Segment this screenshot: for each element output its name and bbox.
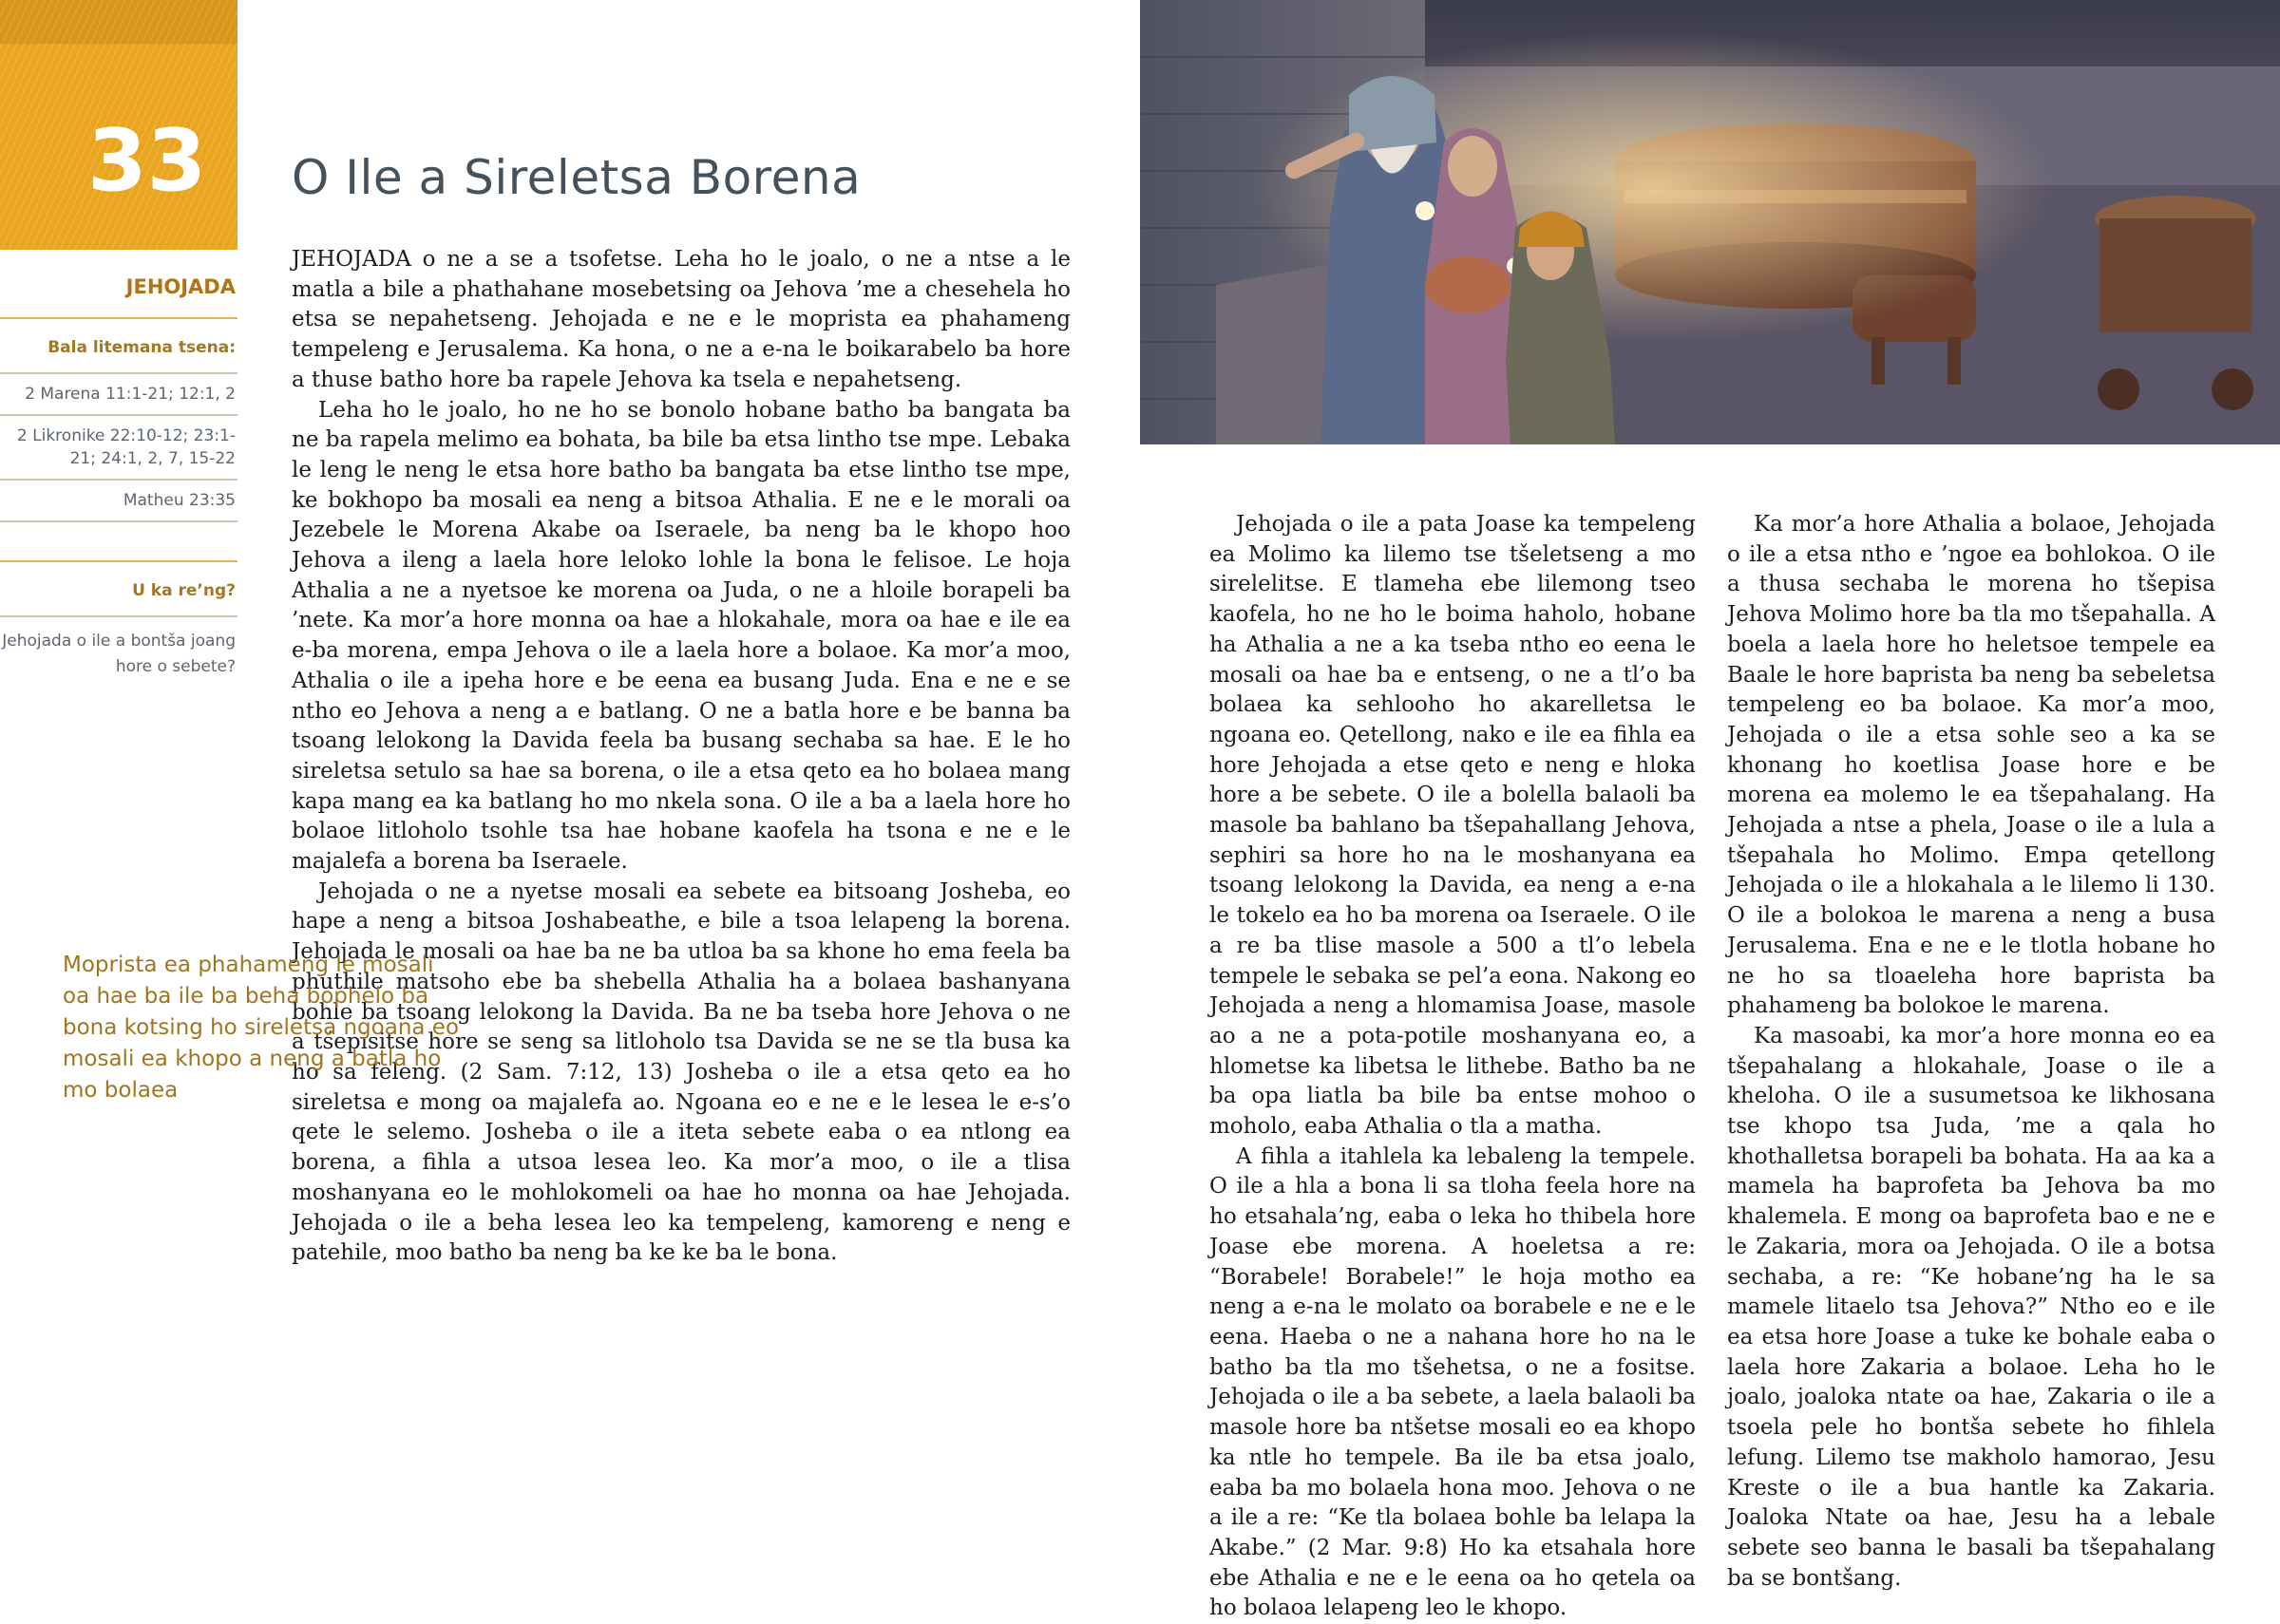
sidebar-character-name: JEHOJADA xyxy=(0,256,238,319)
illustration-caption: Moprista ea phahameng le mosali oa hae ba ile ba beha bophelo ba bona kotsing ho sireletsa ngoana eo mosali ea khopo a neng a batla ho mo bolaea xyxy=(63,953,460,1103)
text-column-3 xyxy=(1727,510,2215,1594)
text-column-2 xyxy=(1209,510,1696,1624)
story-illustration xyxy=(1140,0,2280,444)
temple-scene-image xyxy=(1140,0,2280,444)
sidebar xyxy=(0,256,238,680)
chapter-number-block xyxy=(0,0,238,250)
sidebar-reference: 2 Likronike 22:10-12; 23:1-21; 24:1, 2, 7, 15-22 xyxy=(0,416,238,481)
paragraph-text: Jehojada o ne a nyetse mosali ea sebete ea bitsoang Josheba, eo hape a neng a bitsoa Joshabeathe, e bile a tsoa lelapeng la borena. Jehojada le mosali oa hae ba ne ba utloa ba sa khone ho ema feela ba phuthile matsoho ebe ba shebella Athalia ha a bolaea bashanyana bohle ba tsoang lelokong la Davida. Ba ne ba tseba hore Jehova o ne a tšepisitse hore se seng sa litloholo tsa Davida se ne se tla busa ka ho sa feleng. (2 Sam. 7:12, 13) Josheba o ile a etsa qeto ea ho sireletsa e mong oa majalefa ao. Ngoana eo e ne e le lesea le e-s’o qete le selemo. Josheba o ile a iteta sebete eaba o ea ntlong ea borena, a fihla a utsoa lesea leo. Ka mor’a moo, o ile a tlisa moshanyana eo le mohlokomeli oa hae ho monna oa hae Jehojada. Jehojada o ile a beha lesea leo ka tempeleng, kamoreng e neng e patehile, moo batho ba neng ba ke ke ba le bona. xyxy=(292,878,1071,1266)
paragraph: Leha ho le joalo, ho ne ho se bonolo hobane batho ba bangata ba ne ba rapela melimo ea bohata, ba bile ba etsa lintho tse mpe. Lebaka le leng le neng le etsa hore batho ba bangata ba etse lintho tse mpe, ke bokhopo ba mosali ea neng a bitsoa Athalia. E ne e le morali oa Jezebele le Morena Akabe oa Iseraele, ba neng ba le khopo hoo Jehova a ileng a laela hore leloko lohle la bona le felisoe. Le hoja Athalia a ne a nyetsoe ke morena oa Juda, o ne a hloile borapeli ba ’nete. Ka mor’a hore monna oa hae a hlokahale, mora oa hae e ile ea e-ba morena, empa Jehova o ile a laela hore a bolaoe. Ka mor’a moo, Athalia o ile a ipeha hore e be eena ea busang Juda. Ena e ne e se ntho eo Jehova a neng a e batlang. O ne a batla hore e be banna ba tsoang lelokong la Davida feela ba busang sechaba sa hae. E le ho sireletsa setulo sa hae sa borena, o ile a etsa qeto ea ho bolaea mang kapa mang ea ka batlang ho mo nkela sona. O ile a ba a laela hore ho bolaoe litloholo tsohle tsa hae hobane kaofela ha tsona e ne e le majalefa a borena ba Iseraele. xyxy=(292,397,1071,875)
paragraph: Jehojada o ile a pata Joase ka tempeleng ea Molimo ka lilemo tse tšeletseng a mo sirelelitse. E tlameha ebe lilemong tseo kaofela, ho ne ho le boima haholo, hobane ha Athalia a ne a ka tseba ntho eo eena le mosali oa hae ba e entseng, o ne a tl’o ba bolaea ka sehlooho ho akarelletsa le ngoana eo. Qetellong, nako e ile ea fihla ea hore Jehojada a etse qeto e neng e hloka hore a be sebete. O ile a bolella balaoli ba masole ba bahlano ba tšepahallang Jehova, sephiri sa hore ho na le moshanyana ea tsoang lelokong la Davida, ea neng a e-na le tokelo ea ho ba morena oa Iseraele. O ile a re ba tlise masole a 500 a tl’o lebela tempele le sebaka se pel’a eona. Nakong eo Jehojada a neng a hlomamisa Joase, masole ao a ne a pota-potile moshanyana eo, a hlometse ka libetsa le lithebe. Batho ba ne ba opa liatla ba bile ba entse mohoo o moholo, eaba Athalia o tla a matha. xyxy=(1209,512,1696,1140)
paragraph: Ka masoabi, ka mor’a hore monna eo ea tšepahalang a hlokahale, Joase o ile a kheloha. O ile a susumetsoa ke likhosana tse khopo tsa Juda, ’me a qala ho khothalletsa borapeli ba bohata. Ha aa ka a mamela ha baprofeta ba Jehova ba mo khalemela. E mong oa baprofeta bao e ne e le Zakaria, mora oa Jehojada. O ile a botsa sechaba, a re: “Ke hobane’ng ha le sa mamele litaelo tsa Jehova?” Ntho eo e ile ea etsa hore Joase a tuke ke bohale eaba o laela hore Zakaria a bolaoe. Leha ho le joalo, joaloka ntate oa hae, Zakaria o ile a tsoela pele ho bontša sebete ho fihlela lefung. Lilemo tse makholo hamorao, Jesu Kreste o ile a bua hantle ka Zakaria. Joaloka Ntate oa hae, Jesu ha a lebale sebete seo banna le basali ba tšepahalang ba se bontšang. xyxy=(1727,1023,2215,1591)
sidebar-question: Jehojada o ile a bontša joang hore o sebete? xyxy=(2,632,236,676)
paragraph: JEHOJADA o ne a se a tsofetse. Leha ho le joalo, o ne a ntse a le matla a bile a phathahane mosebetsing oa Jehova ’me a chesehela ho etsa se nepahetseng. Jehojada e ne e le moprista ea phahameng tempeleng e Jerusalema. Ka hona, o ne a e-na le boikarabelo ba hore a thuse batho hore ba rapele Jehova ka tsela e nepahetseng. xyxy=(292,247,1071,392)
paragraph: A fihla a itahlela ka lebaleng la tempele. O ile a hla a bona li sa tloha feela hore na ho etsahala’ng, eaba o leka ho thibela hore Joase ebe morena. A hoeletsa a re: “Borabele! Borabele!” le hoja motho ea neng a e-na le molato oa borabele e ne e le eena. Haeba o ne a nahana hore ho na le batho ba tla mo tšehetsa, o ne a fositse. Jehojada o ile a ba sebete, a laela balaoli ba masole hore ba ntšetse mosali eo ea khopo ka ntle ho tempele. Ba ile ba etsa joalo, eaba ba mo bolaela hona moo. Jehova o ne a ile a re: “Ke tla bolaea bohle ba lelapa la Akabe.” (2 Mar. 9:8) Ho ka etsahala hore ebe Athalia e ne e le eena oa ho qetela oa ho bolaoa lelapeng leo le khopo. xyxy=(1209,1143,1696,1621)
sidebar-reference: Matheu 23:35 xyxy=(0,481,238,522)
chapter-number: 33 xyxy=(87,111,207,211)
page-title: O Ile a Sireletsa Borena xyxy=(292,150,862,205)
sidebar-question-label: U ka re’ng? xyxy=(0,560,238,617)
text-column-1 xyxy=(292,245,1071,1269)
sidebar-read-label: Bala litemana tsena: xyxy=(0,319,238,374)
paragraph: Ka mor’a hore Athalia a bolaoe, Jehojada o ile a etsa ntho e ’ngoe ea bohlokoa. O ile a thusa sechaba le morena ho tšepisa Jehova Molimo hore ba tla mo tšepahalla. A boela a laela hore ho heletsoe tempele ea Baale le hore baprista ba neng ba sebeletsa tempeleng eo ba bolaoe. Ka mor’a moo, Jehojada o ile a etsa sohle seo a ka se khonang ho koetlisa Joase hore e be morena ea molemo le ea tšepahalang. Ha Jehojada a ntse a phela, Joase o ile a lula a tšepahala ho Molimo. Empa qetellong Jehojada o ile a hlokahala a le lilemo li 130. O ile a bolokoa le marena a neng a busa Jerusalema. Ena e ne e le tlotla hobane ho ne ho sa tloaeleha hore baprista ba phahameng ba bolokoe le marena. xyxy=(1727,512,2215,1019)
sidebar-reference: 2 Marena 11:1-21; 12:1, 2 xyxy=(0,374,238,416)
